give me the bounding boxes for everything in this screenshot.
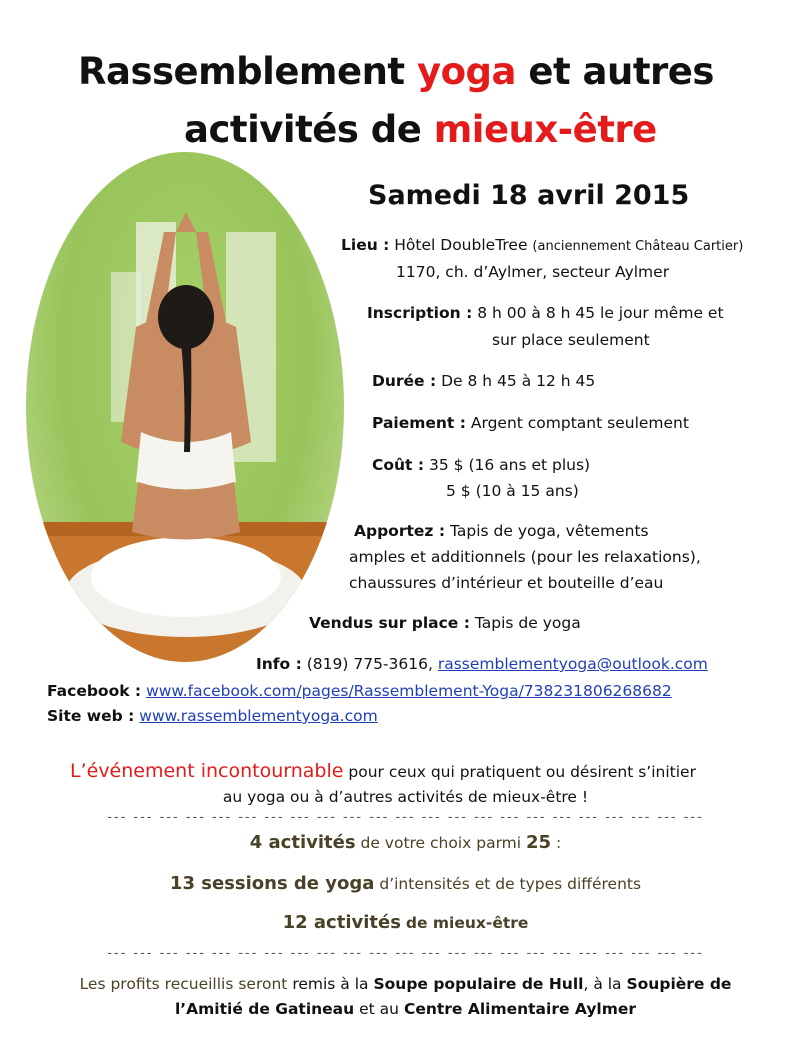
apportez-value: Tapis de yoga, vêtements (449, 522, 649, 540)
wellness-text: de mieux-être (405, 914, 529, 932)
duree-value: De 8 h 45 à 12 h 45 (441, 372, 596, 390)
footer-org-soupiere: Soupière de (626, 975, 732, 993)
inscription-line-2: sur place seulement (492, 331, 650, 349)
footer-org-amitie: l’Amitié de Gatineau (174, 1000, 355, 1018)
facebook-label: Facebook : (47, 682, 142, 700)
inscription-value: 8 h 00 à 8 h 45 le jour même et (477, 304, 724, 322)
yoga-sessions-text: d’intensités et de types différents (379, 875, 642, 893)
email-link[interactable]: rassemblementyoga@outlook.com (437, 655, 708, 673)
footer-org-soupe: Soupe populaire de Hull (373, 975, 584, 993)
wellness-count: 12 activités (282, 912, 401, 933)
cout-value: 35 $ (16 ans et plus) (429, 456, 591, 474)
title-highlight-yoga: yoga (416, 50, 516, 93)
lieu-label: Lieu : (341, 236, 390, 254)
apportez-line-2: amples et additionnels (pour les relaxations), (349, 548, 701, 566)
yoga-photo (26, 152, 344, 662)
facebook-row (47, 682, 672, 700)
separator-bottom: --- --- --- --- --- --- --- --- --- --- --- --- --- --- --- --- --- --- --- --- --- --- --- (107, 946, 704, 961)
lieu-row (341, 236, 743, 254)
paiement-label: Paiement : (372, 414, 466, 432)
yoga-sessions-count: 13 sessions de yoga (169, 873, 375, 894)
inscription-label: Inscription : (367, 304, 473, 322)
activities-line-3 (0, 912, 811, 933)
website-row (47, 707, 378, 725)
footer-text: Les profits recueillis seront (79, 975, 288, 993)
pitch-line-1 (70, 760, 696, 782)
activities-count: 4 activités (249, 832, 356, 853)
info-row (256, 655, 708, 673)
facebook-link[interactable]: www.facebook.com/pages/Rassemblement-Yoga/738231806268682 (146, 682, 672, 700)
title-text: activités de (184, 108, 434, 151)
footer-text: et au (359, 1000, 399, 1018)
title-text: Rassemblement (78, 50, 417, 93)
cout-label: Coût : (372, 456, 425, 474)
footer-line-2 (0, 1000, 811, 1018)
cout-row (372, 456, 590, 474)
lieu-address: 1170, ch. d’Aylmer, secteur Aylmer (396, 263, 670, 281)
title-line-1 (78, 50, 714, 93)
pitch-text: pour ceux qui pratiquent ou désirent s’initier (348, 763, 696, 781)
footer-text: remis à la (292, 975, 369, 993)
apportez-row (354, 522, 649, 540)
paiement-value: Argent comptant seulement (470, 414, 689, 432)
pitch-line-2: au yoga ou à d’autres activités de mieux-être ! (222, 788, 589, 806)
website-label: Site web : (47, 707, 135, 725)
apportez-line-3: chaussures d’intérieur et bouteille d’eau (349, 574, 664, 592)
title-text: et autres (515, 50, 714, 93)
vendus-label: Vendus sur place : (309, 614, 470, 632)
title-highlight-mieux-etre: mieux-être (433, 108, 657, 151)
pitch-highlight: L’événement incontournable (70, 760, 344, 782)
apportez-label: Apportez : (354, 522, 446, 540)
yoga-figure-illustration (26, 152, 344, 662)
activities-text: de votre choix parmi (360, 834, 522, 852)
website-link[interactable]: www.rassemblementyoga.com (139, 707, 378, 725)
info-label: Info : (256, 655, 302, 673)
inscription-row (367, 304, 724, 322)
title-line-2 (184, 108, 657, 151)
activities-colon: : (556, 834, 562, 852)
paiement-row (372, 414, 689, 432)
cout-line-2: 5 $ (10 à 15 ans) (446, 482, 579, 500)
activities-total: 25 (526, 832, 552, 853)
lieu-note: (anciennement Château Cartier) (532, 239, 744, 254)
activities-line-2 (0, 873, 811, 894)
footer-line-1 (0, 975, 811, 993)
duree-label: Durée : (372, 372, 437, 390)
separator-top: --- --- --- --- --- --- --- --- --- --- --- --- --- --- --- --- --- --- --- --- --- --- --- (107, 810, 704, 825)
footer-org-centre: Centre Alimentaire Aylmer (403, 1000, 637, 1018)
info-phone: (819) 775-3616, (306, 655, 433, 673)
footer-text: , à la (583, 975, 622, 993)
vendus-row (309, 614, 581, 632)
event-date: Samedi 18 avril 2015 (368, 180, 690, 211)
duree-row (372, 372, 595, 390)
activities-line-1 (0, 832, 811, 853)
lieu-value: Hôtel DoubleTree (394, 236, 528, 254)
vendus-value: Tapis de yoga (474, 614, 581, 632)
